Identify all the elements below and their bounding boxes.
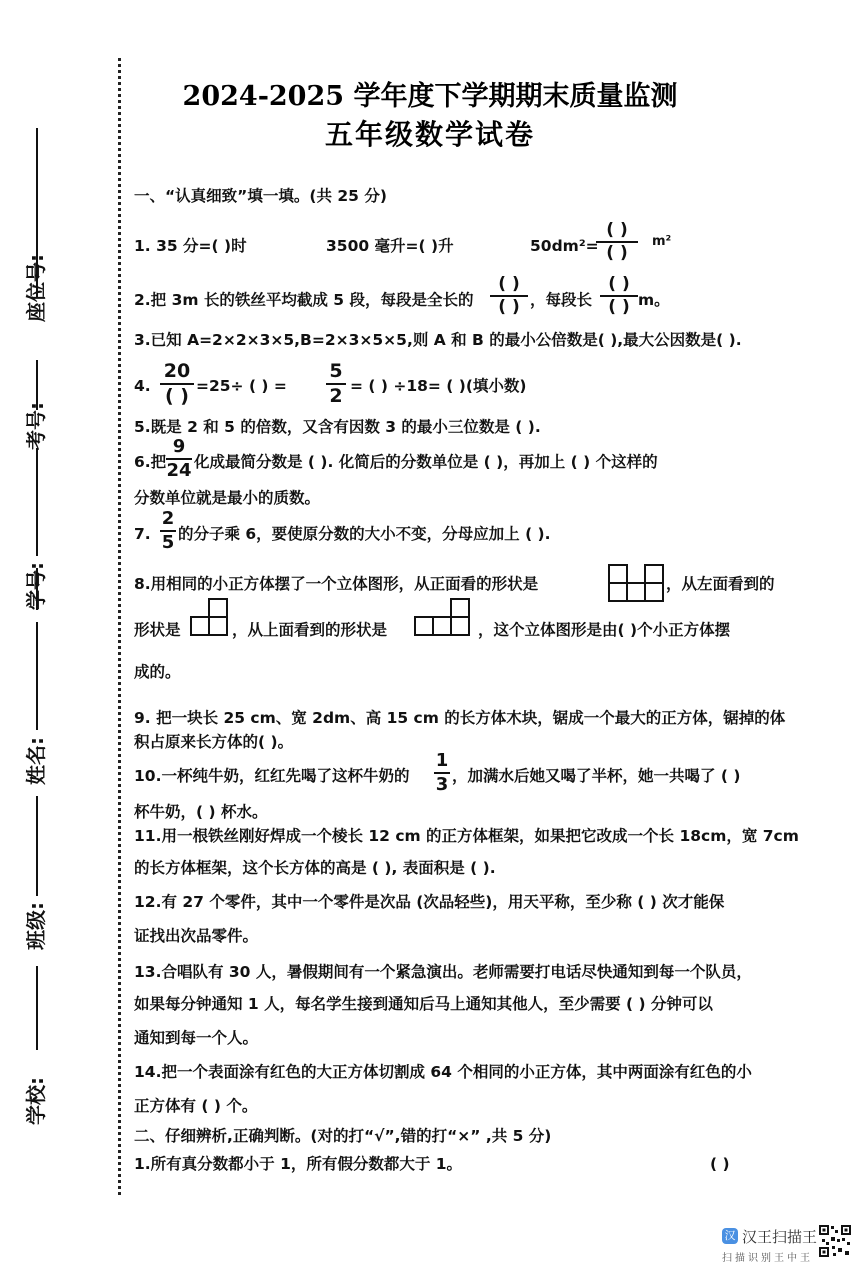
q5-text: 5.既是 2 和 5 的倍数，又含有因数 3 的最小三位数是 ( ). <box>134 418 541 436</box>
q1-part-c: 50dm²= <box>530 237 599 255</box>
q1-fraction <box>596 222 638 262</box>
q12-part-b: 证找出次品零件。 <box>134 927 259 945</box>
q6-part-a: 化成最简分数是 ( ). 化简后的分数单位是 ( )，再加上 ( ) 个这样的 <box>194 453 658 471</box>
top-view-cell <box>450 616 470 636</box>
front-view-cell <box>644 582 664 602</box>
q4-fraction-1 <box>160 362 194 406</box>
name-label: 姓名: <box>24 737 48 785</box>
q7-label: 7. <box>134 525 151 543</box>
q1-fraction-denominator: ( ) <box>606 243 628 263</box>
q2-fraction-1-numerator: ( ) <box>498 274 520 294</box>
q7-fraction <box>160 510 176 552</box>
q1-fraction-numerator: ( ) <box>606 220 628 240</box>
q4-fraction-2-denominator: 2 <box>329 385 343 407</box>
q4-part-a: =25÷ ( ) = <box>196 377 287 395</box>
left-view-cell <box>190 616 210 636</box>
q14-part-a: 14.把一个表面涂有红色的大正方体切割成 64 个相同的小正方体，其中两面涂有红色的小 <box>134 1063 752 1081</box>
q8-part-e: ，这个立体图形是由( )个小正方体摆 <box>478 621 731 639</box>
q7-part-a: 的分子乘 6，要使原分数的大小不变，分母应加上 ( ). <box>178 525 551 543</box>
q11-part-a: 11.用一根铁丝刚好焊成一个棱长 12 cm 的正方体框架，如果把它改成一个长 18cm，宽 7cm <box>134 827 799 845</box>
q8-top-view-figure <box>414 592 472 638</box>
q6-part-b: 分数单位就是最小的质数。 <box>134 489 321 507</box>
q2-fraction-2-numerator: ( ) <box>608 274 630 294</box>
q2-fraction-2-denominator: ( ) <box>608 297 630 317</box>
q13-part-c: 通知到每一个人。 <box>134 1029 259 1047</box>
q2-part-c: m。 <box>638 291 670 309</box>
q10-fraction-numerator: 1 <box>435 750 449 771</box>
q1-unit: m² <box>652 234 672 249</box>
q2-fraction-1 <box>490 276 528 316</box>
school-label: 学校: <box>24 1077 48 1125</box>
q8-part-d: ，从上面看到的形状是 <box>232 621 388 639</box>
q10-part-a: 10.一杯纯牛奶，红红先喝了这杯牛奶的 <box>134 767 410 785</box>
front-view-cell <box>608 564 628 584</box>
q8-front-view-figure <box>608 564 662 604</box>
q4-fraction-2-numerator: 5 <box>329 360 343 382</box>
top-view-cell <box>432 616 452 636</box>
school-line <box>36 966 38 1050</box>
q8-part-f: 成的。 <box>134 663 181 681</box>
q8-part-a: 8.用相同的小正方体摆了一个立体图形，从正面看的形状是 <box>134 575 539 593</box>
section2-q1-answer-paren: ( ) <box>710 1155 730 1173</box>
q2-part-b: ，每段长 <box>530 291 593 309</box>
q2-fraction-2 <box>600 276 638 316</box>
q4-part-b: = ( ) ÷18= ( )(填小数) <box>350 377 527 395</box>
exam-title-line1: 2024-2025 学年度下学期期末质量监测 <box>182 81 678 112</box>
binding-dotted-line <box>118 58 121 1195</box>
top-view-cell <box>414 616 434 636</box>
q8-part-c: 形状是 <box>134 621 181 639</box>
q13-part-b: 如果每分钟通知 1 人，每名学生接到通知后马上通知其他人，至少需要 ( ) 分钟可以 <box>134 995 713 1013</box>
q4-fraction-1-denominator: ( ) <box>165 385 189 407</box>
q7-fraction-denominator: 5 <box>161 532 175 553</box>
q7-fraction-numerator: 2 <box>161 508 175 529</box>
top-view-cell <box>450 598 470 618</box>
q6-label: 6.把 <box>134 453 167 471</box>
q11-part-b: 的长方体框架，这个长方体的高是 ( ), 表面积是 ( ). <box>134 859 496 877</box>
class-line <box>36 796 38 896</box>
q4-label: 4. <box>134 377 151 395</box>
front-view-cell <box>626 582 646 602</box>
q6-fraction-numerator: 9 <box>172 436 186 457</box>
student-id-label: 学号: <box>24 562 48 610</box>
q1-part-b: 3500 毫升=( )升 <box>326 237 454 255</box>
q3-text: 3.已知 A=2×2×3×5,B=2×3×5×5,则 A 和 B 的最小公倍数是( ),最大公因数是( ). <box>134 331 742 349</box>
q14-part-b: 正方体有 ( ) 个。 <box>134 1097 258 1115</box>
front-view-cell <box>644 564 664 584</box>
exam-number-line-2 <box>36 448 38 556</box>
qr-code-icon <box>818 1224 852 1258</box>
section1-heading: 一、“认真细致”填一填。(共 25 分) <box>134 187 387 205</box>
scanner-brand-name: 汉王扫描王 <box>742 1228 818 1246</box>
q10-fraction <box>434 752 450 794</box>
scanner-logo-icon: 汉 <box>722 1228 738 1244</box>
q8-part-b: ，从左面看到的 <box>666 575 775 593</box>
front-view-cell <box>608 582 628 602</box>
seat-number-label: 座位号: <box>24 254 48 322</box>
scanner-slogan: 扫描识别王中王 <box>722 1253 813 1264</box>
exam-title-line2: 五年级数学试卷 <box>324 118 535 151</box>
q2-fraction-1-denominator: ( ) <box>498 297 520 317</box>
q9-part-a: 9. 把一块长 25 cm、宽 2dm、高 15 cm 的长方体木块，锯成一个最大的正方体，锯掉的体 <box>134 709 786 727</box>
q2-part-a: 2.把 3m 长的铁丝平均截成 5 段，每段是全长的 <box>134 291 474 309</box>
q6-fraction-denominator: 24 <box>166 460 192 481</box>
q13-part-a: 13.合唱队有 30 人，暑假期间有一个紧急演出。老师需要打电话尽快通知到每一个队员， <box>134 963 752 981</box>
name-line <box>36 622 38 730</box>
q4-fraction-1-numerator: 20 <box>163 360 191 382</box>
q9-part-b: 积占原来长方体的( )。 <box>134 733 294 751</box>
left-view-cell <box>208 598 228 618</box>
exam-number-label: 考号: <box>24 402 48 450</box>
q6-fraction <box>166 438 192 480</box>
q10-part-c: 杯牛奶，( ) 杯水。 <box>134 803 268 821</box>
section2-heading: 二、仔细辨析,正确判断。(对的打“√”,错的打“×” ,共 5 分) <box>134 1127 552 1145</box>
section2-q1-text: 1.所有真分数都小于 1，所有假分数都大于 1。 <box>134 1155 463 1173</box>
left-view-cell <box>208 616 228 636</box>
q12-part-a: 12.有 27 个零件，其中一个零件是次品 (次品轻些)，用天平称，至少称 ( ) 次才能保 <box>134 893 725 911</box>
q10-fraction-denominator: 3 <box>435 774 449 795</box>
q8-left-view-figure <box>190 598 230 638</box>
q10-part-b: ，加满水后她又喝了半杯，她一共喝了 ( ) <box>452 767 741 785</box>
q1-part-a: 1. 35 分=( )时 <box>134 237 247 255</box>
class-label: 班级: <box>24 902 48 950</box>
q4-fraction-2 <box>326 362 346 406</box>
